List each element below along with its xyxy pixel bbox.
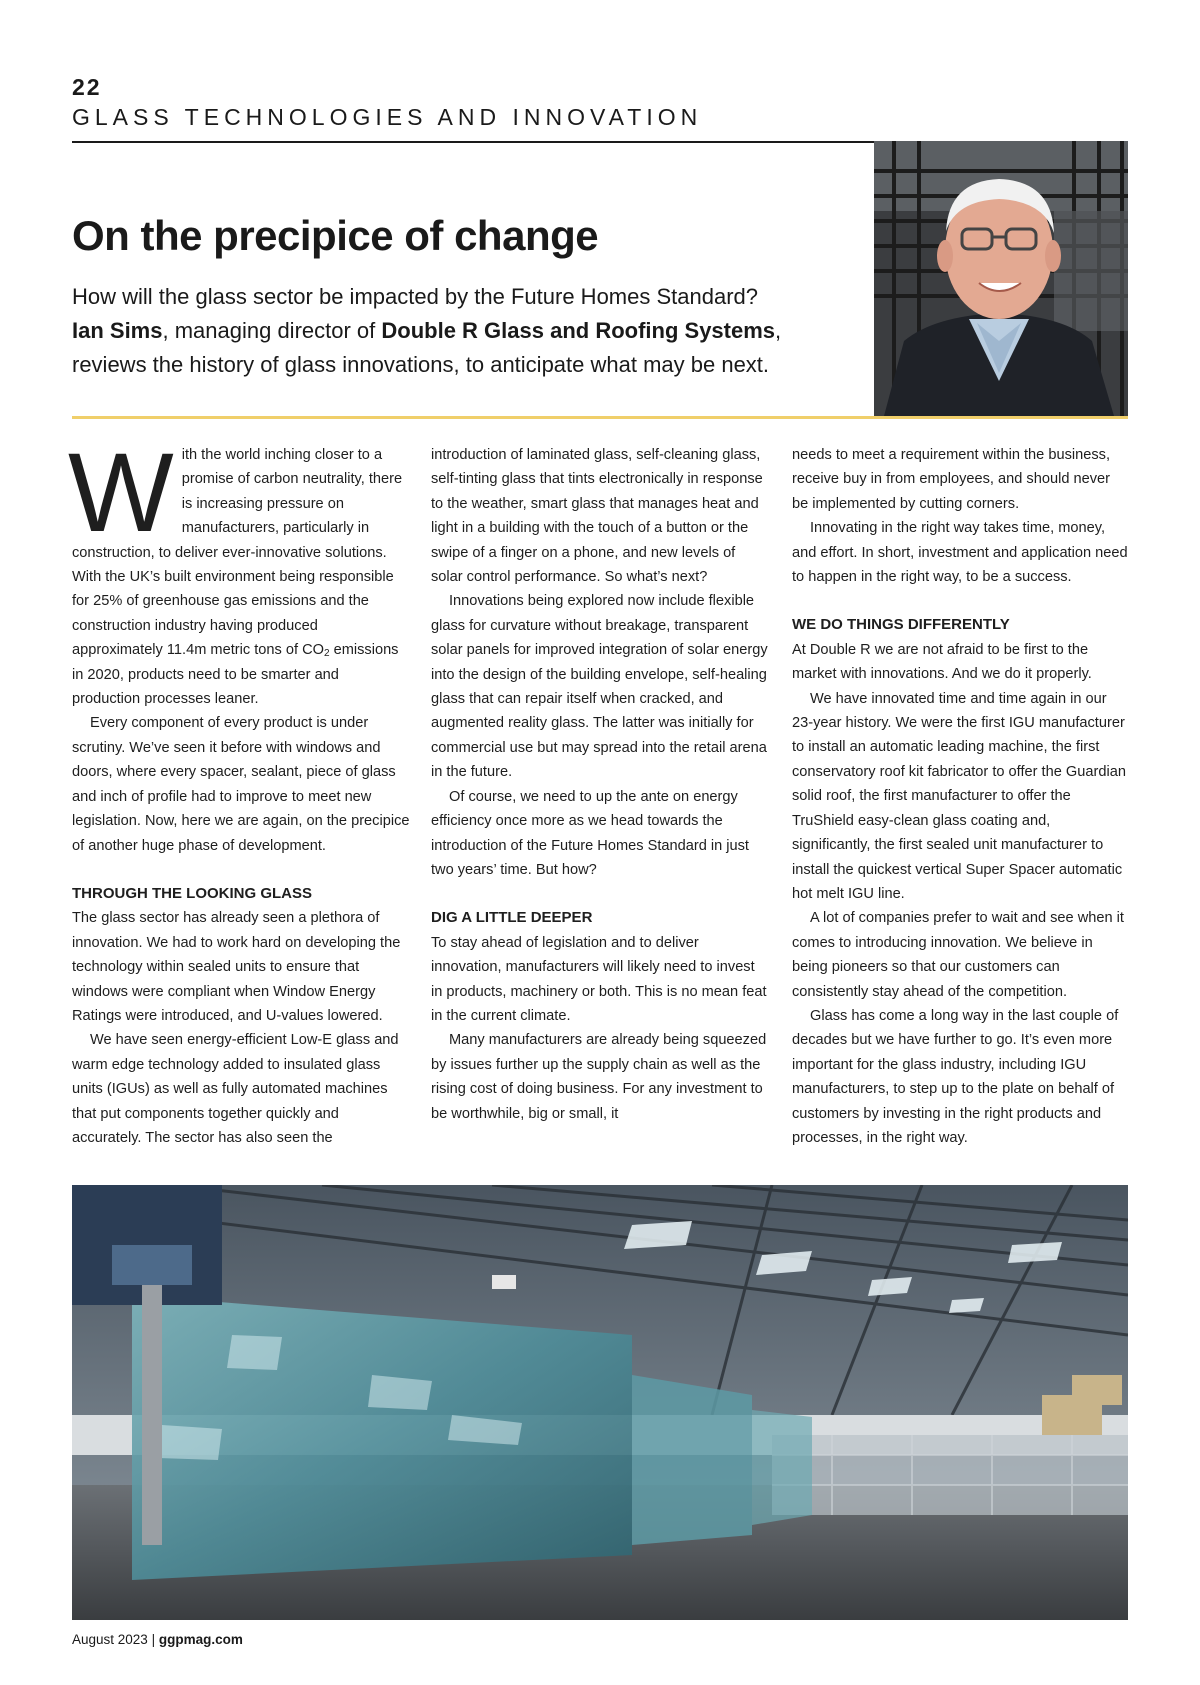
col2-p5: Many manufacturers are already being squeezed by issues further up the supply chain as well as the rising cost of doing business. For any investment to be worthwhile, big or small, it (431, 1032, 767, 1122)
col3-p1: needs to meet a requirement within the business, receive buy in from employees, and should never be implemented by cutting corners. (792, 447, 1110, 512)
col3-p3: At Double R we are not afraid to be first to the market with innovations. And we do it properly. (792, 641, 1092, 683)
company-name: Double R Glass and Roofing Systems (381, 318, 776, 343)
subhead-looking-glass: THROUGH THE LOOKING GLASS (72, 884, 312, 902)
column-2 (431, 443, 769, 1126)
col2-p2: Innovations being explored now include flexible glass for curvature without breakage, transparent solar panels for improved integration of solar energy into the design of the building envelope, self-healing glass that can repair itself when cracked, and augmented reality glass. The latter was initially for commercial use but may spread into the retail arena in the future. (431, 593, 768, 781)
col1-p3: The glass sector has already seen a plethora of innovation. We had to work hard on developing the technology within sealed units to ensure that windows were compliant when Window Energy Ratings were introduced, and U-values lowered. (72, 910, 401, 1024)
website-link[interactable]: ggpmag.com (158, 1632, 243, 1647)
standfirst (72, 280, 852, 382)
subhead-dig-deeper: DIG A LITTLE DEEPER (431, 909, 593, 927)
factory-photo (72, 1185, 1128, 1620)
author-name: Ian Sims (72, 318, 163, 343)
footer (72, 1632, 243, 1647)
standfirst-line3: reviews the history of glass innovations, to anticipate what may be next. (72, 352, 770, 377)
col3-p4: We have innovated time and time again in our 23-year history. We were the first IGU manufacturer to install an automatic leading machine, the first conservatory roof kit fabricator to offer the Guardian solid roof, the first manufacturer to offer the TruShield easy-clean glass coating and, significantly, the first sealed unit manufacturer to install the quickest vertical Super Spacer automatic hot melt IGU line. (792, 690, 1126, 902)
issue-date: August 2023 (72, 1632, 148, 1647)
col2-p3: Of course, we need to up the ante on energy efficiency once more as we head towards the introduction of the Future Homes Standard in just two years’ time. But how? (431, 788, 749, 878)
co2-subscript: 2 (323, 648, 330, 660)
author-role: , managing director of (162, 318, 382, 343)
subhead-differently: WE DO THINGS DIFFERENTLY (792, 616, 1010, 634)
col2-p1: introduction of laminated glass, self-cleaning glass, self-tinting glass that tints electronically in response to the weather, smart glass that manages heat and light in a building with the touch of a button or the swipe of a finger on a phone, and new levels of solar control performance. So what’s next? (431, 447, 763, 586)
col1-p1-end: emissions in 2020, products need to be smarter and production processes leaner. (72, 642, 399, 708)
col1-p4: We have seen energy-efficient Low-E glass and warm edge technology added to insulated glass units (IGUs) as well as fully automated machines that put components together quickly and accurately. The sector has also seen the (72, 1032, 399, 1146)
standfirst-question: How will the glass sector be impacted by the Future Homes Standard? (72, 284, 758, 309)
standfirst-comma: , (775, 318, 782, 343)
col1-p2: Every component of every product is under scrutiny. We’ve seen it before with windows and doors, where every spacer, sealant, piece of glass and inch of profile had to improve to meet new legislation. Now, here we are again, on the precipice of another huge phase of development. (72, 715, 410, 854)
column-1 (68, 430, 410, 1150)
intro-paragraph (68, 430, 410, 711)
col1-p1: ith the world inching closer to a promise of carbon neutrality, there is increasing pressure on manufacturers, particularly in construction, to deliver ever-innovative solutions. With the UK’s built environment being responsible for 25% of greenhouse gas emissions and the construction industry having produced approximately 11.4m metric tons of CO (72, 447, 403, 659)
drop-cap: W (68, 430, 174, 555)
col3-p6: Glass has come a long way in the last couple of decades but we have further to go. It’s even more important for the glass industry, including IGU manufacturers, to step up to the plate on behalf of customers by investing in the right products and processes, in the right way. (792, 1007, 1119, 1146)
col2-p4: To stay ahead of legislation and to deliver innovation, manufacturers will likely need to invest in products, machinery or both. This is no mean feat in the current climate. (431, 934, 767, 1024)
col3-p2: Innovating in the right way takes time, money, and effort. In short, investment and application need to happen in the right way, to be a success. (792, 520, 1128, 586)
page-number: 22 (72, 74, 102, 100)
column-3 (792, 443, 1130, 1150)
author-portrait (874, 141, 1128, 416)
col3-p5: A lot of companies prefer to wait and see when it comes to introducing innovation. We believe in being pioneers so that our customers can consistently stay ahead of the competition. (792, 910, 1124, 1000)
section-title: GLASS TECHNOLOGIES AND INNOVATION (72, 104, 703, 130)
headline: On the precipice of change (72, 212, 599, 259)
footer-separator: | (147, 1632, 159, 1647)
gold-divider (72, 416, 1128, 419)
